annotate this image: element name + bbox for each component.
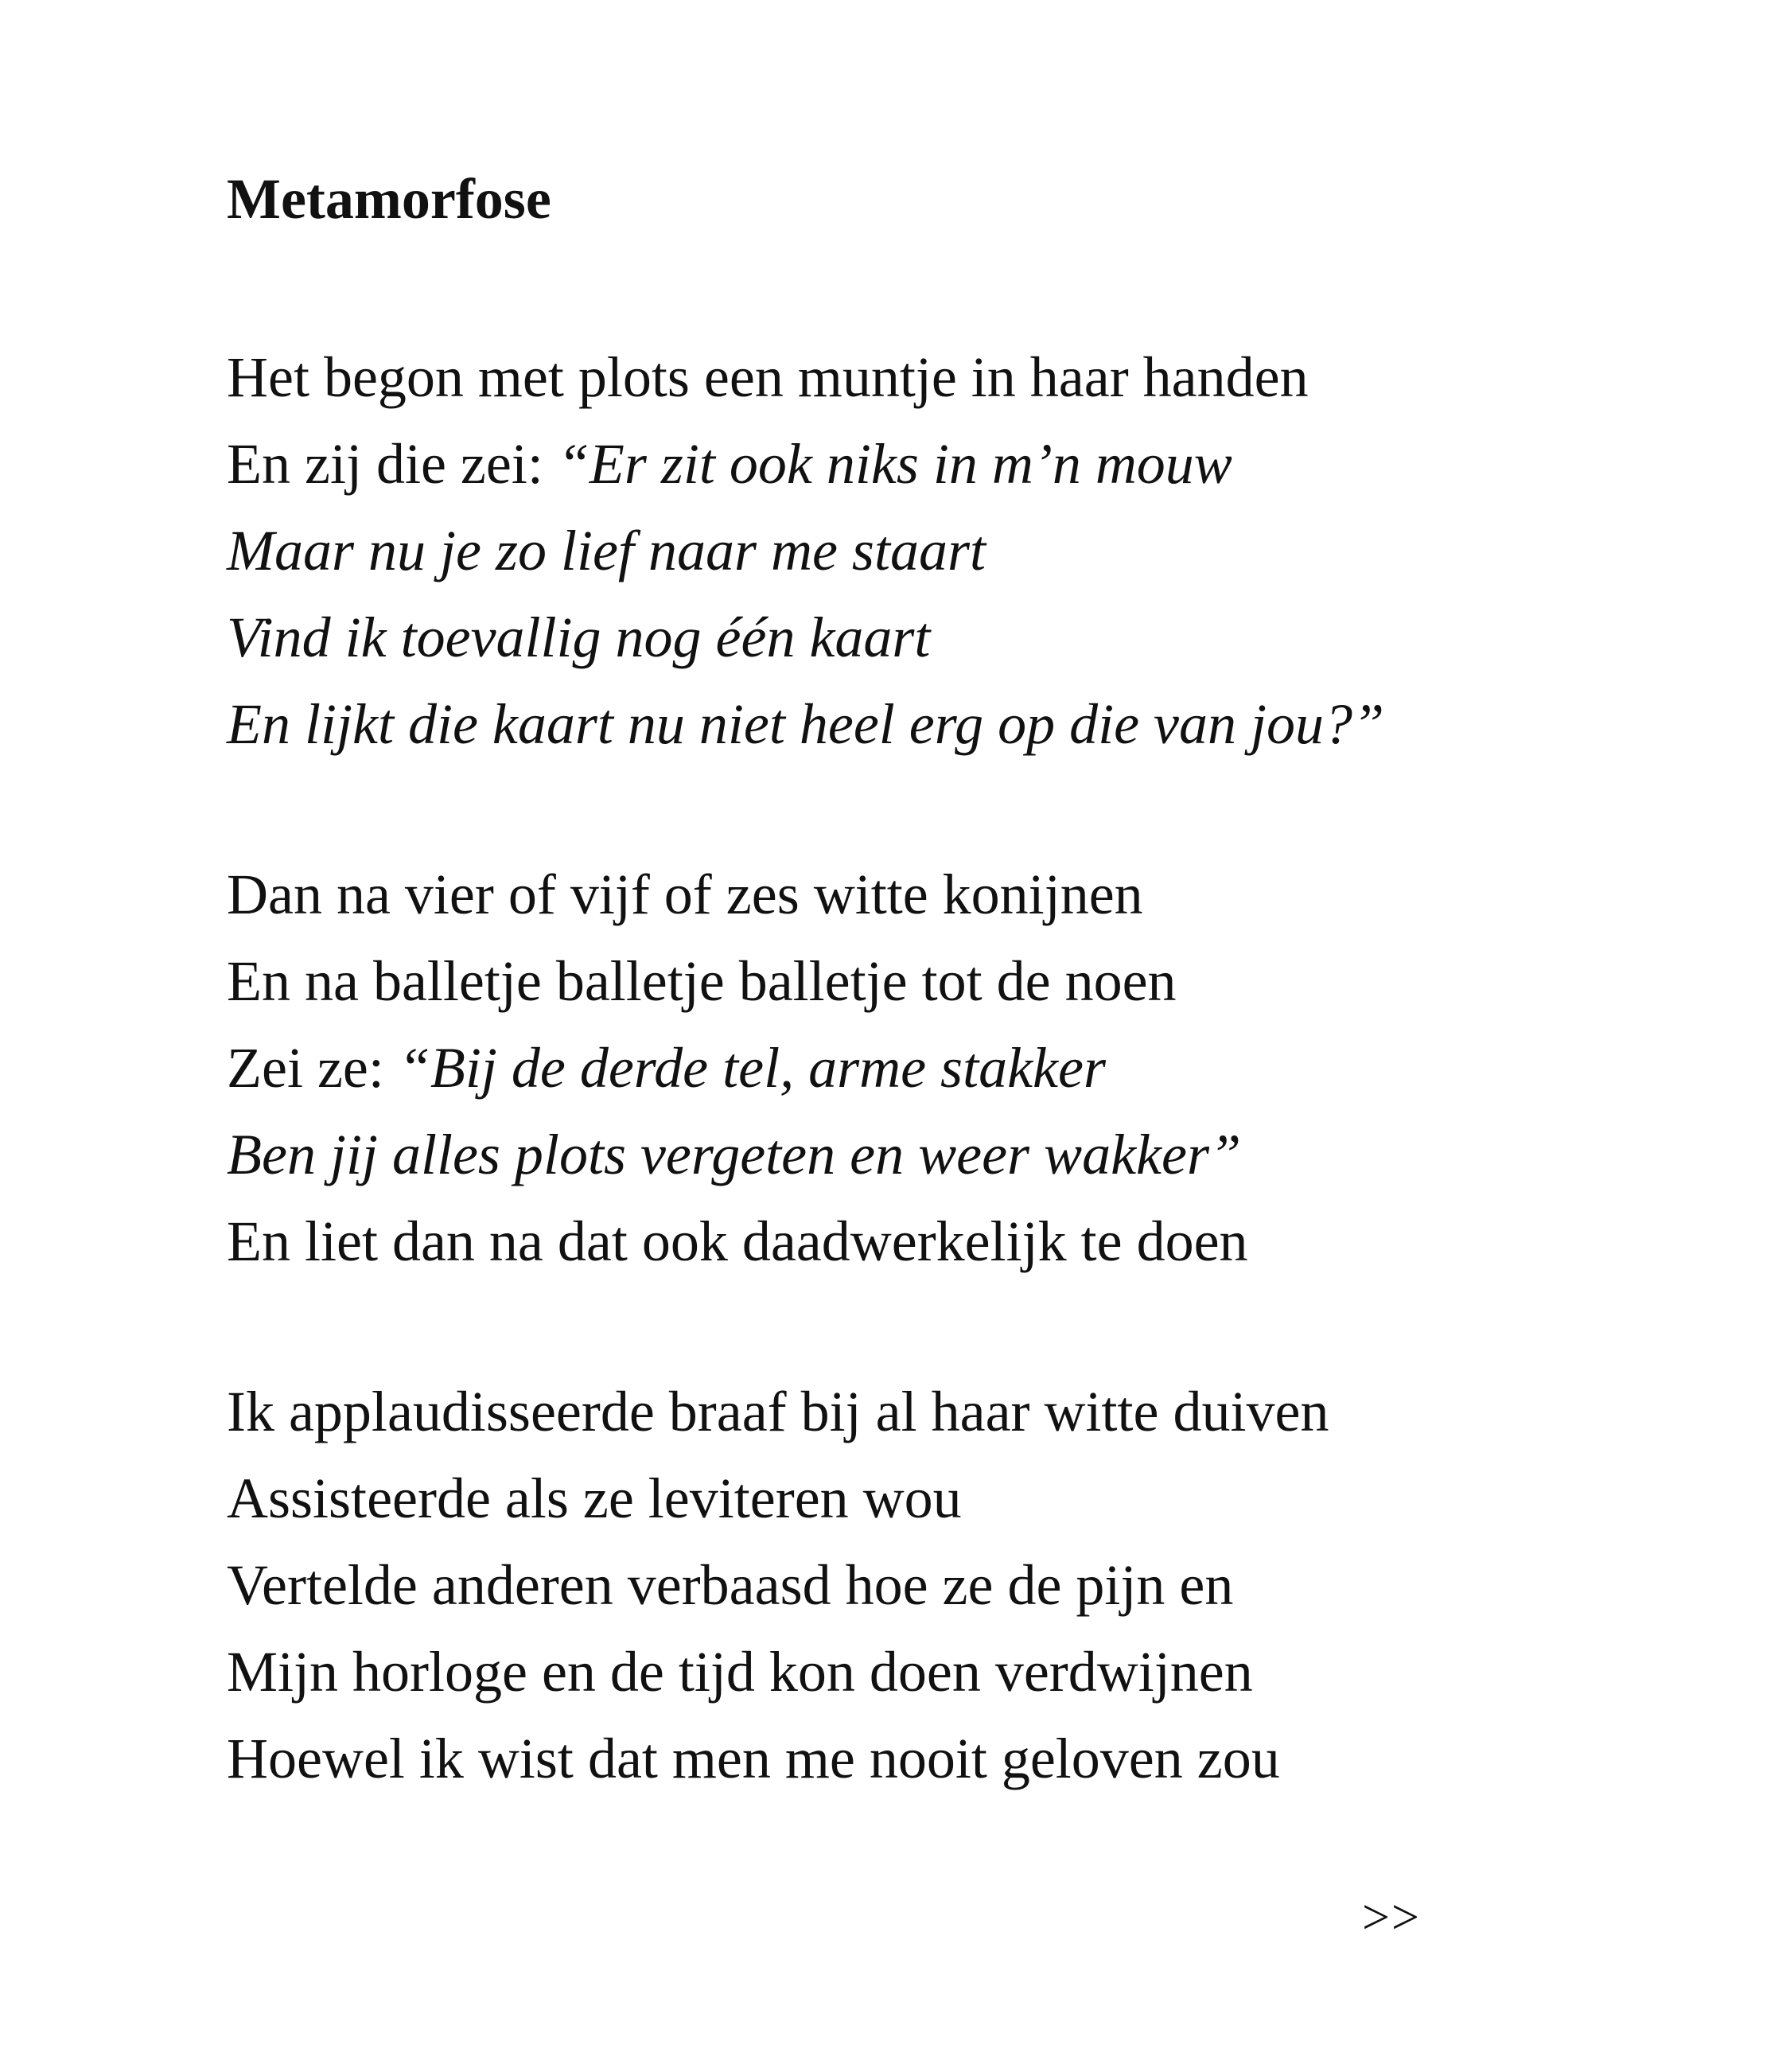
- poem-line: En na balletje balletje balletje tot de noen: [227, 949, 1177, 1013]
- stanza-3: [227, 1369, 1329, 1802]
- poem-line: Zei ze: “Bij de derde tel, arme stakker: [227, 1036, 1106, 1100]
- poem-line: Vind ik toevallig nog één kaart: [227, 606, 931, 669]
- poem-line: Maar nu je zo lief naar me staart: [227, 519, 986, 582]
- poem-page: [227, 159, 1579, 1790]
- poem-line: Ik applaudisseerde braaf bij al haar witte duiven: [227, 1380, 1329, 1443]
- poem-line: Vertelde anderen verbaasd hoe ze de pijn en: [227, 1553, 1234, 1617]
- poem-line: En lijkt die kaart nu niet heel erg op die van jou?”: [227, 692, 1385, 756]
- stanza-1: [227, 334, 1384, 768]
- poem-line: Hoewel ik wist dat men me nooit geloven zou: [227, 1727, 1280, 1790]
- next-page-marker: >>: [1362, 1891, 1421, 1945]
- stanza-2: [227, 851, 1248, 1285]
- poem-line: Dan na vier of vijf of zes witte konijnen: [227, 863, 1143, 926]
- poem-line: Het begon met plots een muntje in haar handen: [227, 345, 1309, 409]
- poem-line: Assisteerde als ze leviteren wou: [227, 1466, 962, 1530]
- poem-title: Metamorfose: [227, 167, 551, 231]
- poem-line: Mijn horloge en de tijd kon doen verdwijnen: [227, 1640, 1253, 1704]
- poem-line: En zij die zei: “Er zit ook niks in m’n mouw: [227, 432, 1232, 496]
- poem-line: Ben jij alles plots vergeten en weer wakker”: [227, 1123, 1242, 1186]
- poem-line: En liet dan na dat ook daadwerkelijk te doen: [227, 1209, 1248, 1273]
